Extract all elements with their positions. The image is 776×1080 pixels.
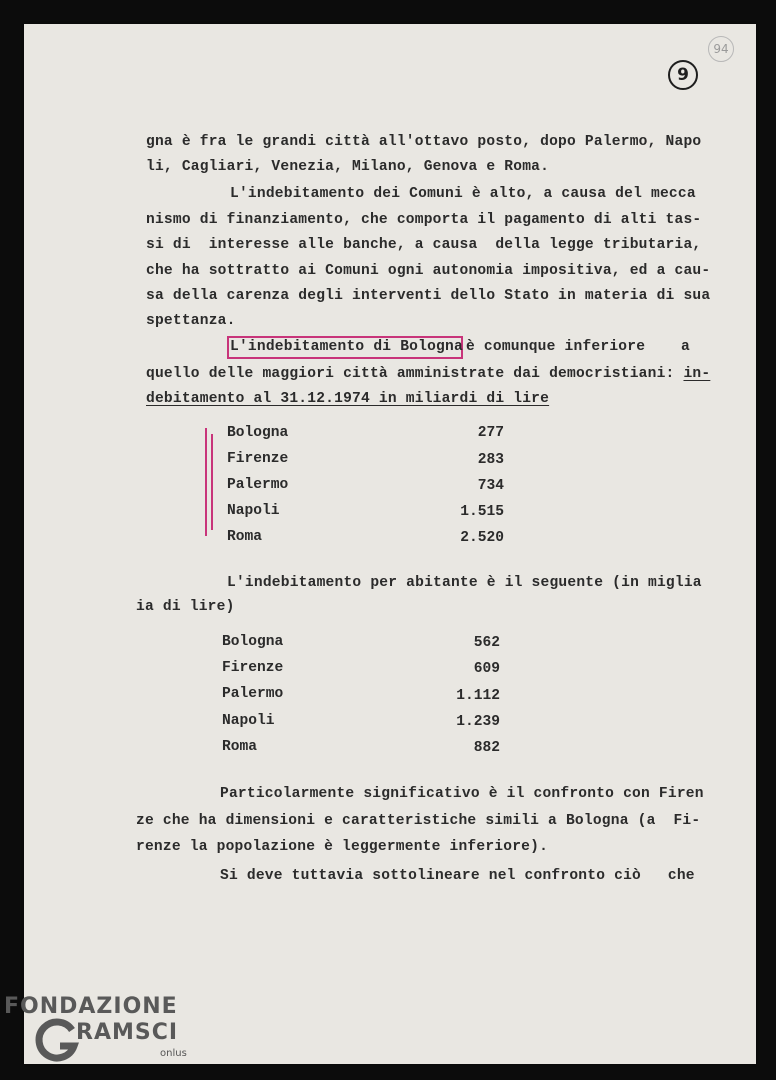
city-name: Bologna — [227, 425, 289, 441]
highlighted-text: L'indebitamento di Bologna — [230, 339, 463, 355]
text-line: spettanza. — [146, 313, 236, 329]
archive-number-stamp: 94 — [708, 36, 734, 62]
underlined-text: debitamento al 31.12.1974 in miliardi di lire — [146, 391, 550, 407]
underlined-text: in- — [683, 366, 711, 382]
per-capita-value: 1.112 — [456, 688, 500, 704]
text-line: li, Cagliari, Venezia, Milano, Genova e Roma. — [146, 159, 550, 175]
fondazione-gramsci-watermark — [4, 994, 187, 1059]
city-name: Palermo — [227, 477, 289, 493]
per-capita-value: 882 — [473, 740, 500, 756]
debt-value: 734 — [477, 478, 504, 494]
debt-value: 2.520 — [460, 530, 504, 546]
text-line: nismo di finanziamento, che comporta il pagamento di alti tas- — [146, 212, 702, 228]
city-name: Firenze — [227, 451, 289, 467]
page-number: 9 — [668, 60, 698, 90]
city-name: Napoli — [227, 503, 280, 519]
text-line: L'indebitamento dei Comuni è alto, a causa del mecca — [230, 186, 696, 202]
watermark-line1: FONDAZIONE — [4, 994, 178, 1019]
per-capita-value: 562 — [473, 635, 500, 651]
document-page — [24, 24, 756, 1064]
text-line: Si deve tuttavia sottolineare nel confronto ciò che — [220, 868, 695, 884]
text-line: gna è fra le grandi città all'ottavo posto, dopo Palermo, Napo — [146, 134, 702, 150]
city-name: Bologna — [222, 634, 284, 650]
text-line — [146, 366, 710, 382]
text-segment: L'indebitamento per abitante è il seguente (in miglia — [227, 575, 702, 591]
text-line — [227, 575, 702, 591]
per-capita-value: 609 — [473, 661, 500, 677]
city-name: Roma — [222, 739, 258, 755]
city-name: Firenze — [222, 660, 284, 676]
debt-value: 1.515 — [460, 504, 504, 520]
margin-mark-line — [211, 434, 213, 530]
text-line: renze la popolazione è leggermente inferiore). — [136, 839, 549, 855]
g-logo-icon — [32, 1016, 82, 1066]
city-name: Napoli — [222, 713, 275, 729]
debt-value: 277 — [477, 425, 504, 441]
text-line: è comunque inferiore a — [466, 339, 690, 355]
city-name: Roma — [227, 529, 263, 545]
watermark-line2: RAMSCI — [76, 1020, 179, 1045]
text-segment: quello delle maggiori città amministrate dai democristiani: — [146, 366, 684, 382]
text-line: Particolarmente significativo è il confronto con Firen — [220, 786, 704, 802]
margin-mark-line — [205, 428, 207, 536]
text-line: che ha sottratto ai Comuni ogni autonomia impositiva, ed a cau- — [146, 263, 711, 279]
debt-value: 283 — [477, 452, 504, 468]
text-line: sa della carenza degli interventi dello Stato in materia di sua — [146, 288, 711, 304]
text-line: ia di lire) — [136, 599, 235, 615]
text-line: si di interesse alle banche, a causa della legge tributaria, — [146, 237, 702, 253]
per-capita-value: 1.239 — [456, 714, 500, 730]
city-name: Palermo — [222, 686, 284, 702]
watermark-suffix: onlus — [160, 1048, 187, 1059]
text-line: ze che ha dimensioni e caratteristiche simili a Bologna (a Fi- — [136, 813, 701, 829]
